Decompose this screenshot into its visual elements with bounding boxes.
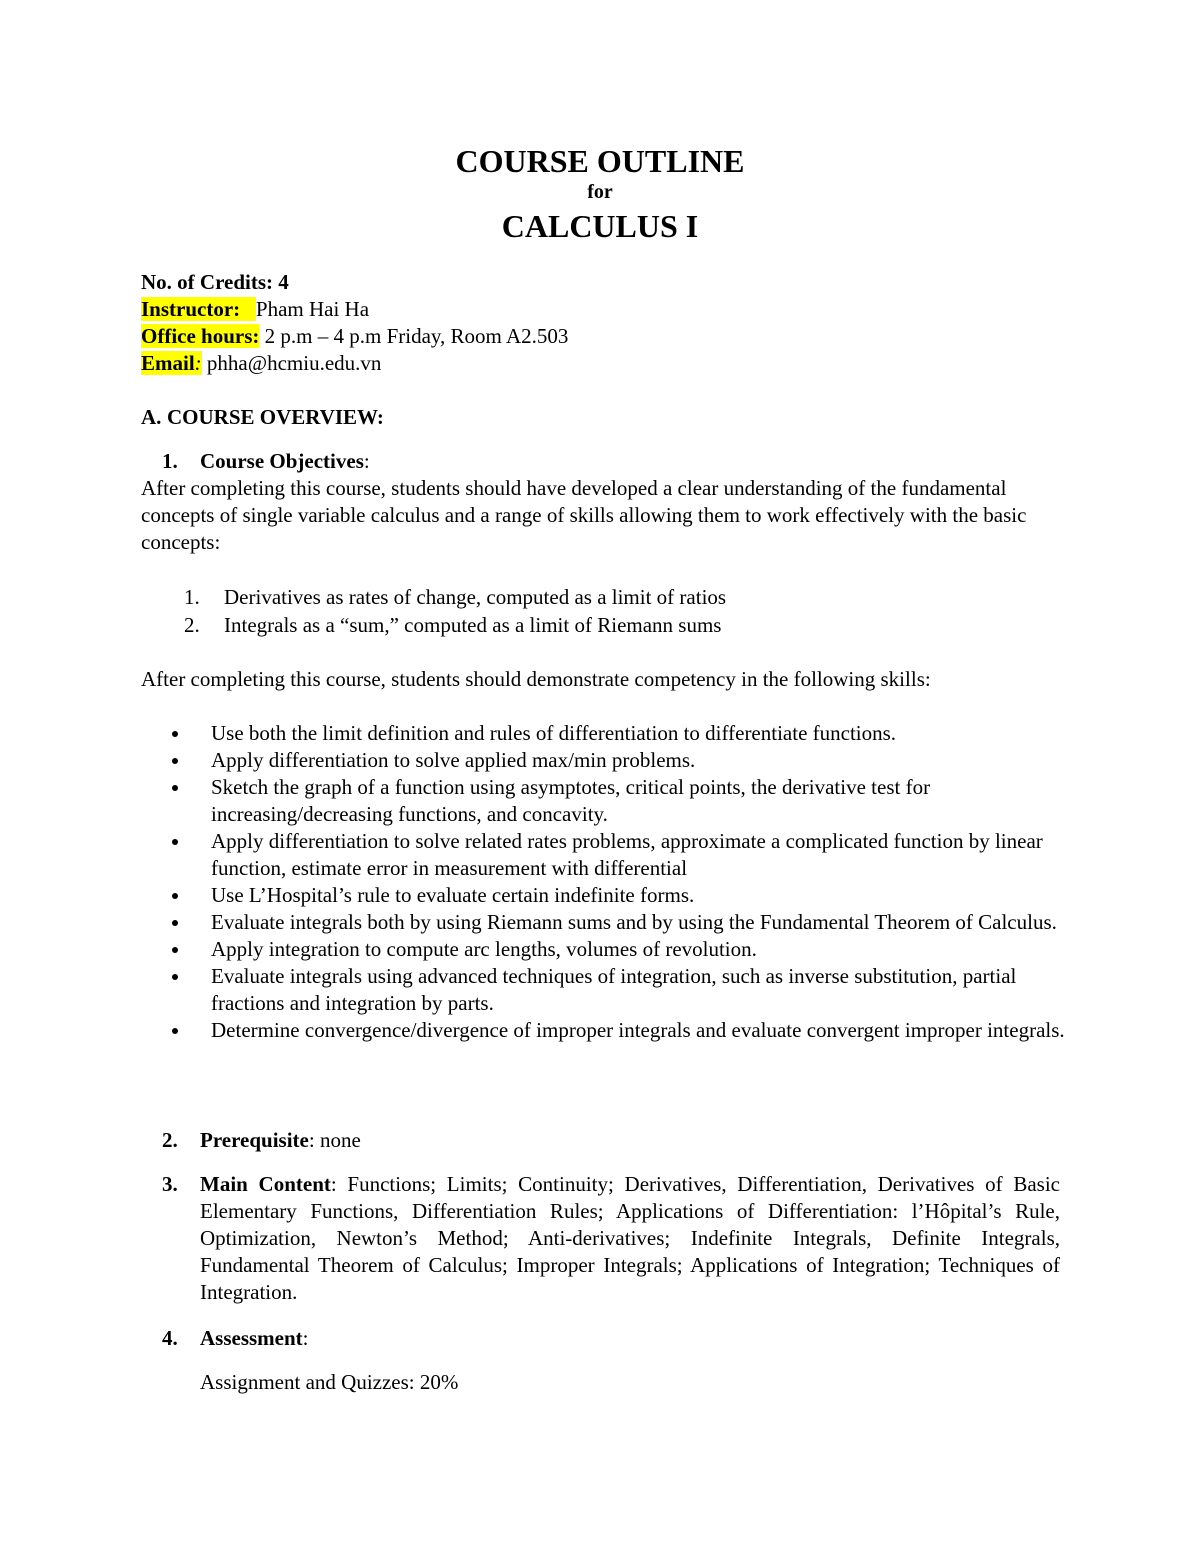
bullet-icon [172, 839, 178, 845]
list-item: 1. Derivatives as rates of change, computed as a limit of ratios [184, 585, 727, 609]
credits-line: No. of Credits: 4 [141, 270, 289, 294]
objectives-numbered-list [184, 584, 726, 640]
bullet-icon [172, 785, 178, 791]
email-colon: : [194, 351, 202, 375]
main-content-item: 3. Main Content: Functions; Limits; Continuity; Derivatives, Differentiation, Derivatives of Basic Elementary Functions, Differentiation Rules; Applications of Differentiation: l’Hôpital’s Rule, Optimization, Newton’s Method; Anti-derivatives; Indefinite Integrals, Definite Integrals, Fundamental Theorem of Calculus; Improper Integrals; Applications of Integration; Techniques of Integration. [162, 1172, 1060, 1304]
list-item: Use both the limit definition and rules of differentiation to differentiate functions. [170, 720, 1070, 747]
skills-list [170, 720, 1070, 1044]
instructor-line [141, 296, 369, 323]
section-a-heading [141, 404, 384, 431]
prerequisite-label: Prerequisite [200, 1128, 309, 1152]
bullet-icon [172, 920, 178, 926]
instructor-value: Pham Hai Ha [255, 297, 370, 321]
list-item: Sketch the graph of a function using asymptotes, critical points, the derivative test for increasing/decreasing functions, and concavity. [170, 774, 1070, 828]
objectives-label: Course Objectives [200, 449, 364, 473]
bullet-icon [172, 731, 178, 737]
assessment-label: Assessment [200, 1326, 303, 1350]
office-hours-value: 2 p.m – 4 p.m Friday, Room A2.503 [264, 324, 569, 348]
office-hours-line [141, 323, 568, 350]
objectives-intro: After completing this course, students should have developed a clear understanding of the fundamental concepts of single variable calculus and a range of skills allowing them to work effectively with the basic concepts: [141, 476, 1027, 554]
email-line [141, 350, 381, 377]
skills-intro: After completing this course, students should demonstrate competency in the following skills: [141, 667, 931, 691]
document-title: COURSE OUTLINE [455, 143, 745, 179]
bullet-icon [172, 1028, 178, 1034]
office-hours-label: Office hours: [141, 324, 260, 348]
section-a-label: COURSE OVERVIEW: [167, 405, 384, 429]
list-item: Use L’Hospital’s rule to evaluate certain indefinite forms. [170, 882, 1070, 909]
course-name: CALCULUS I [501, 208, 699, 244]
bullet-icon [172, 758, 178, 764]
objectives-heading: 1. Course Objectives: [162, 449, 370, 473]
bullet-icon [172, 893, 178, 899]
list-item: Determine convergence/divergence of improper integrals and evaluate convergent improper integrals. [170, 1017, 1070, 1044]
title-connector: for [587, 181, 613, 203]
list-item: Apply differentiation to solve applied max/min problems. [170, 747, 1070, 774]
list-item: Evaluate integrals both by using Riemann sums and by using the Fundamental Theorem of Calculus. [170, 909, 1070, 936]
prerequisite-value: : none [308, 1128, 361, 1152]
assessment-item: 4. Assessment: [162, 1326, 309, 1350]
email-label: Email [141, 351, 195, 375]
main-content-label: Main Content [200, 1172, 331, 1196]
main-content-text: : Functions; Limits; Continuity; Derivatives, Differentiation, Derivatives of Basic Elementary Functions, Differentiation Rules; Applications of Differentiation: l’Hôpital’s Rule, Optimization, Newton’s Method; Anti-derivatives; Indefinite Integrals, Definite Integrals, Fundamental Theorem of Calculus; Improper Integrals; Applications of Integration; Techniques of Integration. [200, 1172, 1060, 1304]
bullet-icon [172, 974, 178, 980]
assessment-first-item: Assignment and Quizzes: 20% [200, 1370, 459, 1394]
instructor-label: Instructor: [141, 297, 241, 321]
list-item: Apply differentiation to solve related rates problems, approximate a complicated function by linear function, estimate error in measurement with differential [170, 828, 1070, 882]
list-item: Apply integration to compute arc lengths, volumes of revolution. [170, 936, 1070, 963]
prerequisite-item: 2. Prerequisite: none [162, 1128, 361, 1152]
list-item: 2. Integrals as a “sum,” computed as a limit of Riemann sums [184, 613, 722, 637]
objectives-number: 1. [162, 449, 178, 473]
section-a-letter: A. [141, 405, 162, 429]
bullet-icon [172, 947, 178, 953]
list-item: Evaluate integrals using advanced techniques of integration, such as inverse substitution, partial fractions and integration by parts. [170, 963, 1070, 1017]
email-value: phha@hcmiu.edu.vn [206, 351, 382, 375]
